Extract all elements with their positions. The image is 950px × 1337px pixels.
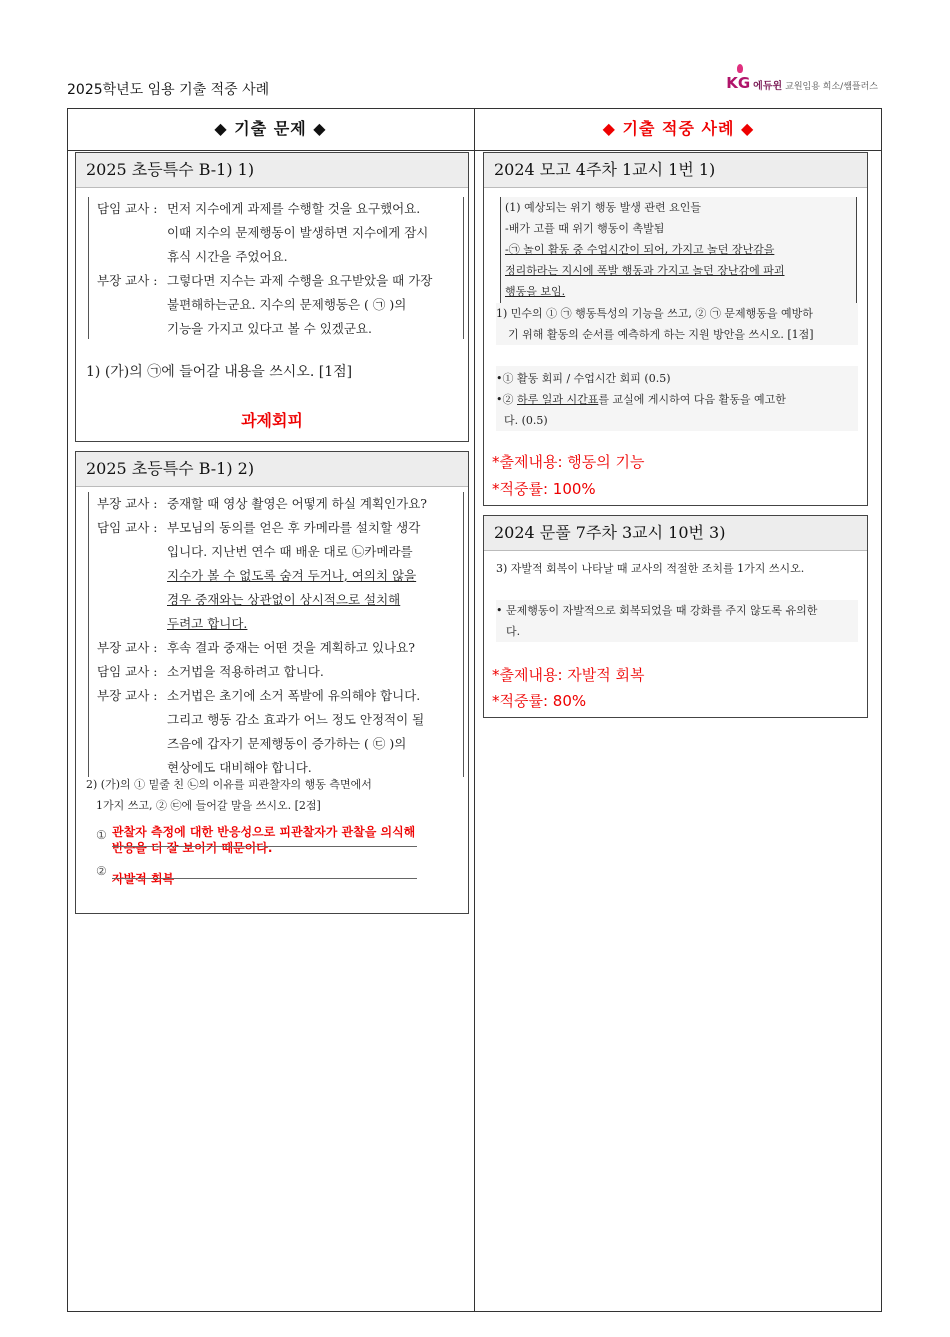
dialogue-line: 부장 교사 : 중재할 때 영상 촬영은 어떻게 하실 계획인가요?	[97, 496, 427, 511]
dialogue-line: 그리고 행동 감소 효과가 어느 정도 안정적이 될	[167, 712, 425, 727]
hit-card-2	[483, 515, 868, 718]
dialogue-line: 담임 교사 : 소거법을 적용하려고 합니다.	[97, 664, 324, 679]
dialogue-line: 입니다. 지난번 연수 때 배운 대로 ㉡카메라를	[167, 544, 413, 559]
dialogue-box	[88, 197, 464, 339]
content-label: *출제내용: 행동의 기능	[492, 453, 645, 471]
logo-edu: 에듀윈	[753, 81, 783, 92]
condition-box: (1) 예상되는 위기 행동 발생 관련 요인들 -배가 고플 때 위기 행동이 촉발됨 -㉠ 놀이 활동 중 수업시간이 되어, 가지고 놀던 장난감을 정리하라는 지시에 폭발 행동과 가지고 놀던 장난감에 파괴 행동을 보임.	[500, 197, 857, 303]
dialogue-box	[88, 492, 464, 777]
answer-text: •① 활동 회피 / 수업시간 회피 (0.5) •② 하루 일과 시간표를 교실에 게시하여 다음 활동을 예고한 다. (0.5)	[496, 366, 858, 431]
question-text: 1) (가)의 ㉠에 들어갈 내용을 쓰시오. [1점]	[86, 364, 353, 380]
card-title: 2025 초등특수 B-1) 2)	[76, 452, 468, 487]
brand-logo	[726, 70, 878, 92]
question-text: 2) (가)의 ① 밑줄 친 ㉡의 이유를 피관찰자의 행동 측면에서 1가지 쓰고, ② ㉢에 들어갈 말을 쓰시오. [2점]	[86, 778, 372, 812]
hit-rate: *적중률: 80%	[492, 692, 587, 710]
question-text: 3) 자발적 회복이 나타날 때 교사의 적절한 조치를 1가지 쓰시오.	[496, 562, 805, 575]
dialogue-line: 현상에도 대비해야 합니다.	[167, 760, 312, 775]
dialogue-line: 휴식 시간을 주었어요.	[167, 249, 288, 264]
column-header-left: ◆ 기출 문제 ◆	[214, 119, 327, 138]
logo-subtitle: 교원임용 희소/쌤플러스	[785, 82, 878, 92]
card-title: 2024 문풀 7주차 3교시 10번 3)	[484, 516, 867, 551]
dialogue-line: 불편해하는군요. 지수의 문제행동은 ( ㉠ )의	[167, 297, 407, 312]
dialogue-line: 이때 지수의 문제행동이 발생하면 지수에게 잠시	[167, 225, 429, 240]
content-label: *출제내용: 자발적 회복	[492, 666, 645, 684]
column-divider	[474, 108, 475, 1312]
dialogue-line: 경우 중재와는 상관없이 상시적으로 설치해	[167, 592, 401, 607]
hit-rate: *적중률: 100%	[492, 480, 596, 498]
card-title: 2024 모고 4주차 1교시 1번 1)	[484, 153, 867, 188]
dialogue-line: 부장 교사 : 그렇다면 지수는 과제 수행을 요구받았을 때 가장	[97, 273, 433, 288]
dialogue-line: 두려고 합니다.	[167, 616, 248, 631]
answer-text: • 문제행동이 자발적으로 회복되었을 때 강화를 주지 않도록 유의한 다.	[496, 600, 858, 642]
dialogue-line: 부장 교사 : 소거법은 초기에 소거 폭발에 유의해야 합니다.	[97, 688, 421, 703]
logo-kg: KG	[726, 74, 750, 92]
dialogue-line: 즈음에 갑자기 문제행동이 증가하는 ( ㉢ )의	[167, 736, 407, 751]
column-header-right: ◆ 기출 적중 사례 ◆	[602, 119, 755, 138]
dialogue-line: 담임 교사 : 부모님의 동의를 얻은 후 카메라를 설치할 생각	[97, 520, 421, 535]
exam-card-2: 2025 초등특수 B-1) 2) 부장 교사 : 중재할 때 영상 촬영은 어떻게 하실 계획인가요? 담임 교사 : 부모님의 동의를 얻은 후 카메라를 설치할 생각 입니다. 지난번 연수 때 배운 대로 ㉡카메라를 지수가 볼 수 없도록 숨겨 두거나, 여의치 않을 경우 중재와는 상관없이 상시적으로 설치해 두려고 합니다. 부장 교사 : 후속 결과 중재는 어떤 것을 계획하고 있나요? 담임 교사 : 소거법을 적용하려고 합니다. 부장 교사 : 소거법은 초기에 소거 폭발에 유의해야 합니다. 그리고 행동 감소 효과가 어느 정도 안정적이 될 즈음에 갑자기 문제행동이 증가하는 ( ㉢ )의 현상에도 대비해야 합니다. 2) (가)의 ① 밑줄 친 ㉡의 이유를 피관찰자의 행동 측면에서 1가지 쓰고, ② ㉢에 들어갈 말을 쓰시오. [2점] ① 관찰자 측정에 대한 반응성으로 피관찰자가 관찰을 의식해 반응을 더 잘 보이기 때문이다. ② 자발적 회복	[75, 451, 469, 914]
answer-text: 과제회피	[241, 411, 303, 430]
exam-card-1	[75, 152, 469, 442]
card-title: 2025 초등특수 B-1) 1)	[76, 153, 468, 188]
page-title: 2025학년도 임용 기출 적중 사례	[67, 82, 270, 98]
question-text: 1) 민수의 ① ㉠ 행동특성의 기능을 쓰고, ② ㉠ 문제행동을 예방하 기 위해 활동의 순서를 예측하게 하는 지원 방안을 쓰시오. [1점]	[496, 303, 858, 345]
dialogue-line: 지수가 볼 수 없도록 숨겨 두거나, 여의치 않을	[167, 568, 417, 583]
header-divider	[67, 150, 882, 151]
dialogue-line: 부장 교사 : 후속 결과 중재는 어떤 것을 계획하고 있나요?	[97, 640, 415, 655]
flame-icon	[737, 64, 743, 73]
dialogue-line: 기능을 가지고 있다고 볼 수 있겠군요.	[167, 321, 372, 336]
dialogue-line: 담임 교사 : 먼저 지수에게 과제를 수행할 것을 요구했어요.	[97, 201, 421, 216]
hit-card-1	[483, 152, 868, 506]
